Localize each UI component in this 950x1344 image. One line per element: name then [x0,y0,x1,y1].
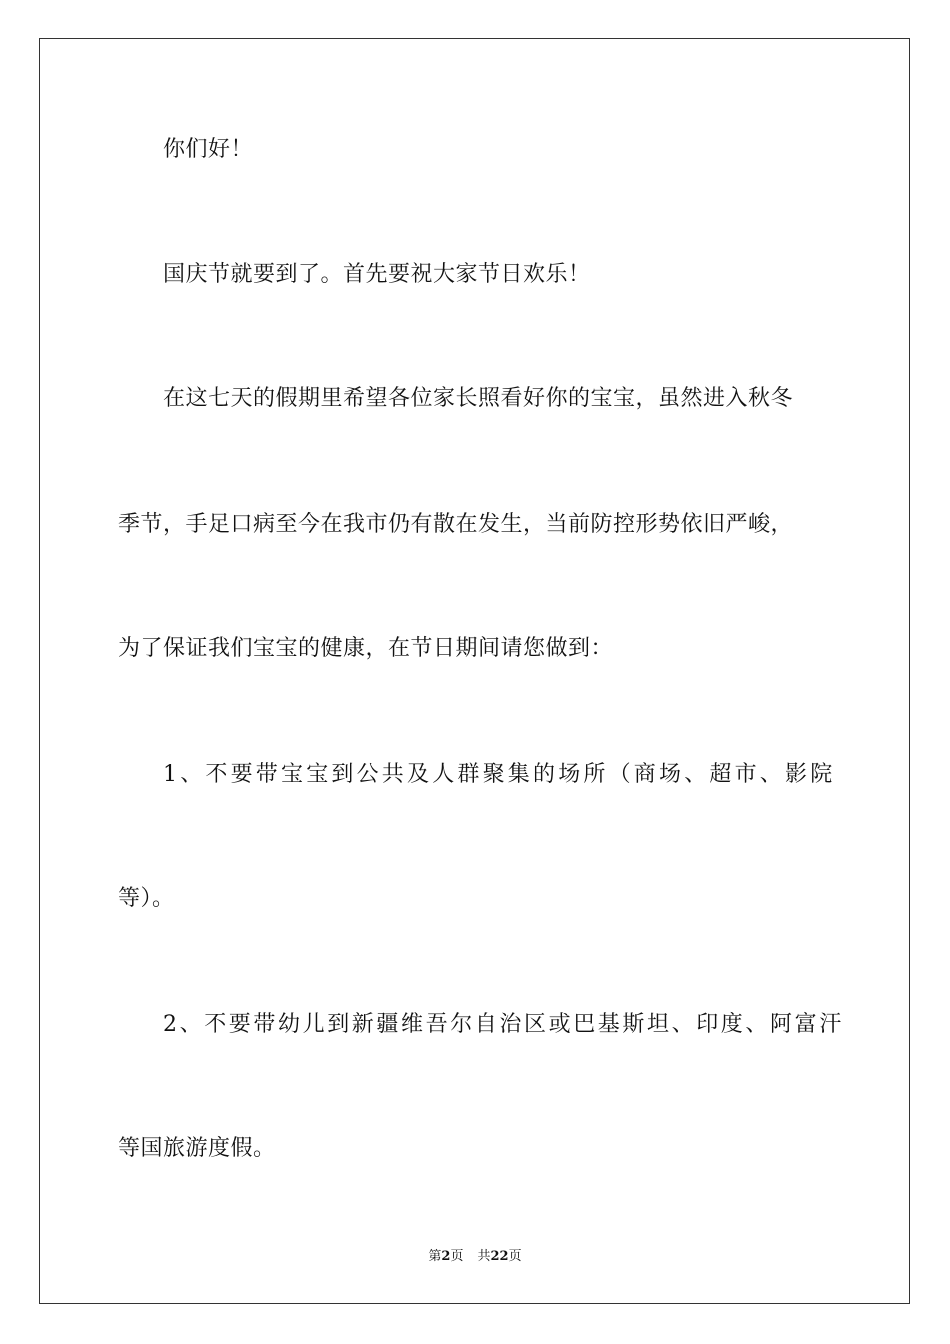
greeting-line: 你们好！ [163,137,254,162]
paragraph-line: 为了保证我们宝宝的健康，在节日期间请您做到： [118,636,614,661]
list-item-line: 等）。 [118,886,175,911]
list-item-line: 1、不要带宝宝到公共及人群聚集的场所（商场、超市、影院 [163,762,836,787]
paragraph-line: 季节，手足口病至今在我市仍有散在发生，当前防控形势依旧严峻， [118,512,794,537]
page-prefix: 第 [428,1249,442,1264]
page-footer [0,1248,950,1266]
list-item-line: 等国旅游度假。 [118,1136,276,1161]
page-current: 2 [441,1249,451,1264]
page-total: 22 [490,1249,509,1264]
list-item-line: 2、不要带幼儿到新疆维吾尔自治区或巴基斯坦、印度、阿富汗 [163,1012,844,1037]
total-suffix: 页 [508,1249,522,1264]
page-mid: 页 [450,1249,464,1264]
page-border [39,38,910,1304]
paragraph-line: 国庆节就要到了。首先要祝大家节日欢乐！ [163,262,591,287]
total-prefix: 共 [477,1249,491,1264]
paragraph-line: 在这七天的假期里希望各位家长照看好你的宝宝，虽然进入秋冬 [163,386,794,411]
